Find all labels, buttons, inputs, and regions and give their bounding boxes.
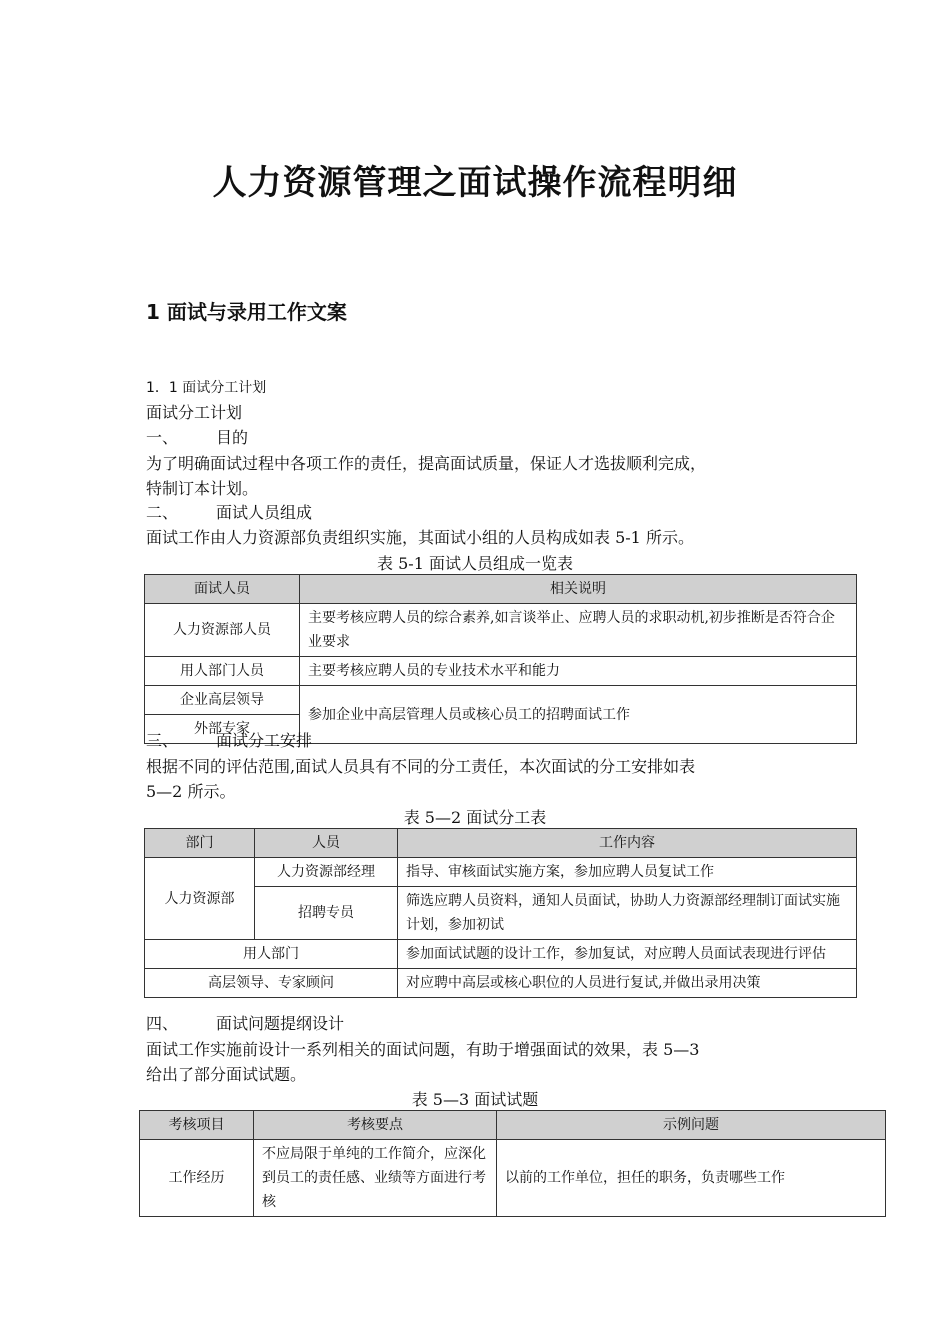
- table-row: [145, 604, 857, 657]
- table-header-row: [145, 829, 857, 858]
- table-cell: 企业高层领导: [145, 686, 300, 715]
- document-title: 人力资源管理之面试操作流程明细: [212, 163, 738, 203]
- table-cell: 主要考核应聘人员的专业技术水平和能力: [300, 657, 857, 686]
- table-cell: 主要考核应聘人员的综合素养,如言谈举止、应聘人员的求职动机,初步推断是否符合企业要求: [300, 604, 857, 657]
- section-four-heading: [146, 1012, 344, 1036]
- table-cell: 用人部门人员: [145, 657, 300, 686]
- table-cell: 工作经历: [140, 1140, 254, 1217]
- table-cell: 筛选应聘人员资料，通知人员面试，协助人力资源部经理制订面试实施计划，参加初试: [398, 887, 857, 940]
- table-cell: 参加企业中高层管理人员或核心员工的招聘面试工作: [300, 686, 857, 744]
- table-header: 人员: [255, 829, 398, 858]
- table-row: [145, 940, 857, 969]
- section-title: 面试问题提纲设计: [216, 1014, 345, 1033]
- table-cell: 指导、审核面试实施方案，参加应聘人员复试工作: [398, 858, 857, 887]
- table-cell: 不应局限于单纯的工作简介，应深化到员工的责任感、业绩等方面进行考核: [254, 1140, 497, 1217]
- table-header-row: [140, 1111, 886, 1140]
- table-header: 部门: [145, 829, 255, 858]
- subsection-heading: 1．1 面试分工计划: [146, 380, 267, 396]
- table-row: [145, 858, 857, 887]
- table-header: 工作内容: [398, 829, 857, 858]
- table-caption: 表 5—3 面试试题: [411, 1090, 539, 1109]
- table-caption: 表 5—2 面试分工表: [403, 808, 547, 827]
- section-three-heading: [146, 729, 312, 753]
- table-header: 考核项目: [140, 1111, 254, 1140]
- table-header: 考核要点: [254, 1111, 497, 1140]
- table-header: 面试人员: [145, 575, 300, 604]
- table-cell: 参加面试试题的设计工作，参加复试，对应聘人员面试表现进行评估: [398, 940, 857, 969]
- table-cell: 人力资源部经理: [255, 858, 398, 887]
- interview-division-table: [144, 828, 857, 998]
- table-cell: 对应聘中高层或核心职位的人员进行复试,并做出录用决策: [398, 969, 857, 998]
- table-cell: 招聘专员: [255, 887, 398, 940]
- section-heading: 1 面试与录用工作文案: [146, 300, 347, 324]
- table-row: [145, 969, 857, 998]
- paragraph: 面试工作由人力资源部负责组织实施，其面试小组的人员构成如表 5-1 所示。: [146, 528, 694, 547]
- section-title: 目的: [216, 428, 249, 447]
- table-header: 相关说明: [300, 575, 857, 604]
- table-cell: 用人部门: [145, 940, 398, 969]
- section-title: 面试人员组成: [216, 503, 313, 522]
- paragraph: 5—2 所示。: [146, 782, 236, 801]
- table-header-row: [145, 575, 857, 604]
- paragraph: 面试工作实施前设计一系列相关的面试问题，有助于增强面试的效果，表 5—3: [146, 1040, 700, 1059]
- section-title: 面试分工安排: [216, 731, 313, 750]
- section-number: 一、: [146, 428, 179, 447]
- paragraph: 特制订本计划。: [146, 479, 259, 498]
- section-number: 三、: [146, 731, 179, 750]
- table-cell: 人力资源部人员: [145, 604, 300, 657]
- paragraph: 给出了部分面试试题。: [146, 1065, 307, 1084]
- table-caption: 表 5-1 面试人员组成一览表: [377, 554, 573, 573]
- table-cell: 高层领导、专家顾问: [145, 969, 398, 998]
- interviewer-composition-table: [144, 574, 857, 744]
- table-row: [140, 1140, 886, 1217]
- paragraph: 根据不同的评估范围,面试人员具有不同的分工责任，本次面试的分工安排如表: [146, 757, 696, 776]
- section-one-heading: [146, 426, 248, 450]
- table-cell: 以前的工作单位，担任的职务，负责哪些工作: [497, 1140, 886, 1217]
- section-two-heading: [146, 501, 312, 525]
- table-cell: 外部专家: [145, 715, 300, 744]
- table-header: 示例问题: [497, 1111, 886, 1140]
- interview-questions-table: [139, 1110, 886, 1217]
- table-row: [145, 657, 857, 686]
- plan-title: 面试分工计划: [146, 403, 243, 422]
- paragraph: 为了明确面试过程中各项工作的责任，提高面试质量，保证人才选拔顺利完成，: [146, 454, 707, 473]
- section-number: 二、: [146, 503, 179, 522]
- table-cell: 人力资源部: [145, 858, 255, 940]
- section-number: 四、: [146, 1014, 179, 1033]
- table-row: [145, 686, 857, 715]
